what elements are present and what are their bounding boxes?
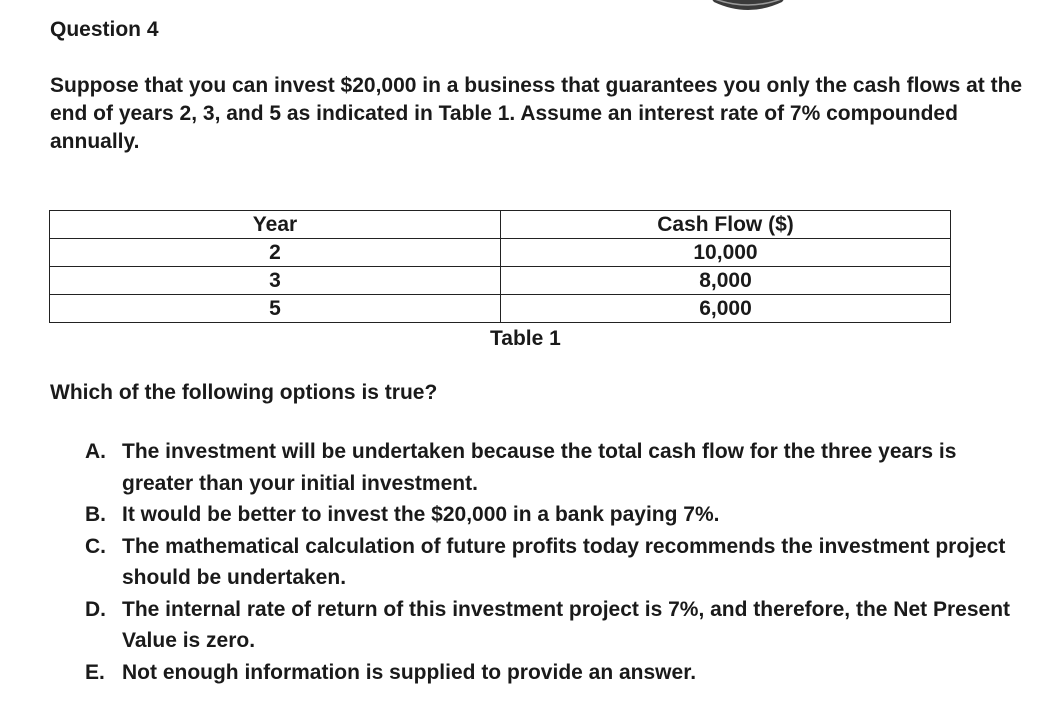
option-c xyxy=(85,531,1015,594)
table-row xyxy=(50,239,951,267)
table-cell-cash-flow: 8,000 xyxy=(501,267,951,295)
table-row xyxy=(50,295,951,323)
answer-options xyxy=(85,436,1015,688)
option-letter: A. xyxy=(85,440,106,463)
option-text: The mathematical calculation of future profits today recommends the investment project should be undertaken. xyxy=(122,534,1006,589)
question-intro: Suppose that you can invest $20,000 in a business that guarantees you only the cash flows at the end of years 2, 3, and 5 as indicated in Table 1. Assume an interest rate of 7% compounded annually. xyxy=(50,74,1023,153)
option-d xyxy=(85,594,1015,657)
table-header-cash-flow: Cash Flow ($) xyxy=(501,211,951,239)
option-text: The internal rate of return of this investment project is 7%, and therefore, the Net Present Value is zero. xyxy=(122,597,1011,652)
table-cell-year: 5 xyxy=(50,295,501,323)
table-header-row xyxy=(50,211,951,239)
table-row xyxy=(50,267,951,295)
option-letter: E. xyxy=(85,660,105,684)
option-b xyxy=(85,499,1015,531)
option-text: It would be better to invest the $20,000 in a bank paying 7%. xyxy=(122,503,720,526)
option-letter: B. xyxy=(85,503,106,526)
question-prompt: Which of the following options is true? xyxy=(50,381,438,404)
option-letter: C. xyxy=(85,534,106,558)
table-cell-cash-flow: 6,000 xyxy=(501,295,951,323)
table-cell-year: 2 xyxy=(50,239,501,267)
option-text: Not enough information is supplied to provide an answer. xyxy=(122,660,697,684)
cash-flow-table xyxy=(49,210,951,323)
question-title: Question 4 xyxy=(50,18,159,41)
table-caption: Table 1 xyxy=(490,327,561,350)
option-letter: D. xyxy=(85,597,106,621)
table-header-year: Year xyxy=(50,211,501,239)
decorative-corner-shape xyxy=(706,0,790,14)
option-text: The investment will be undertaken because the total cash flow for the three years is greater than your initial investment. xyxy=(122,440,957,495)
option-e xyxy=(85,657,1015,689)
option-a xyxy=(85,436,1015,499)
table-cell-cash-flow: 10,000 xyxy=(501,239,951,267)
table-cell-year: 3 xyxy=(50,267,501,295)
